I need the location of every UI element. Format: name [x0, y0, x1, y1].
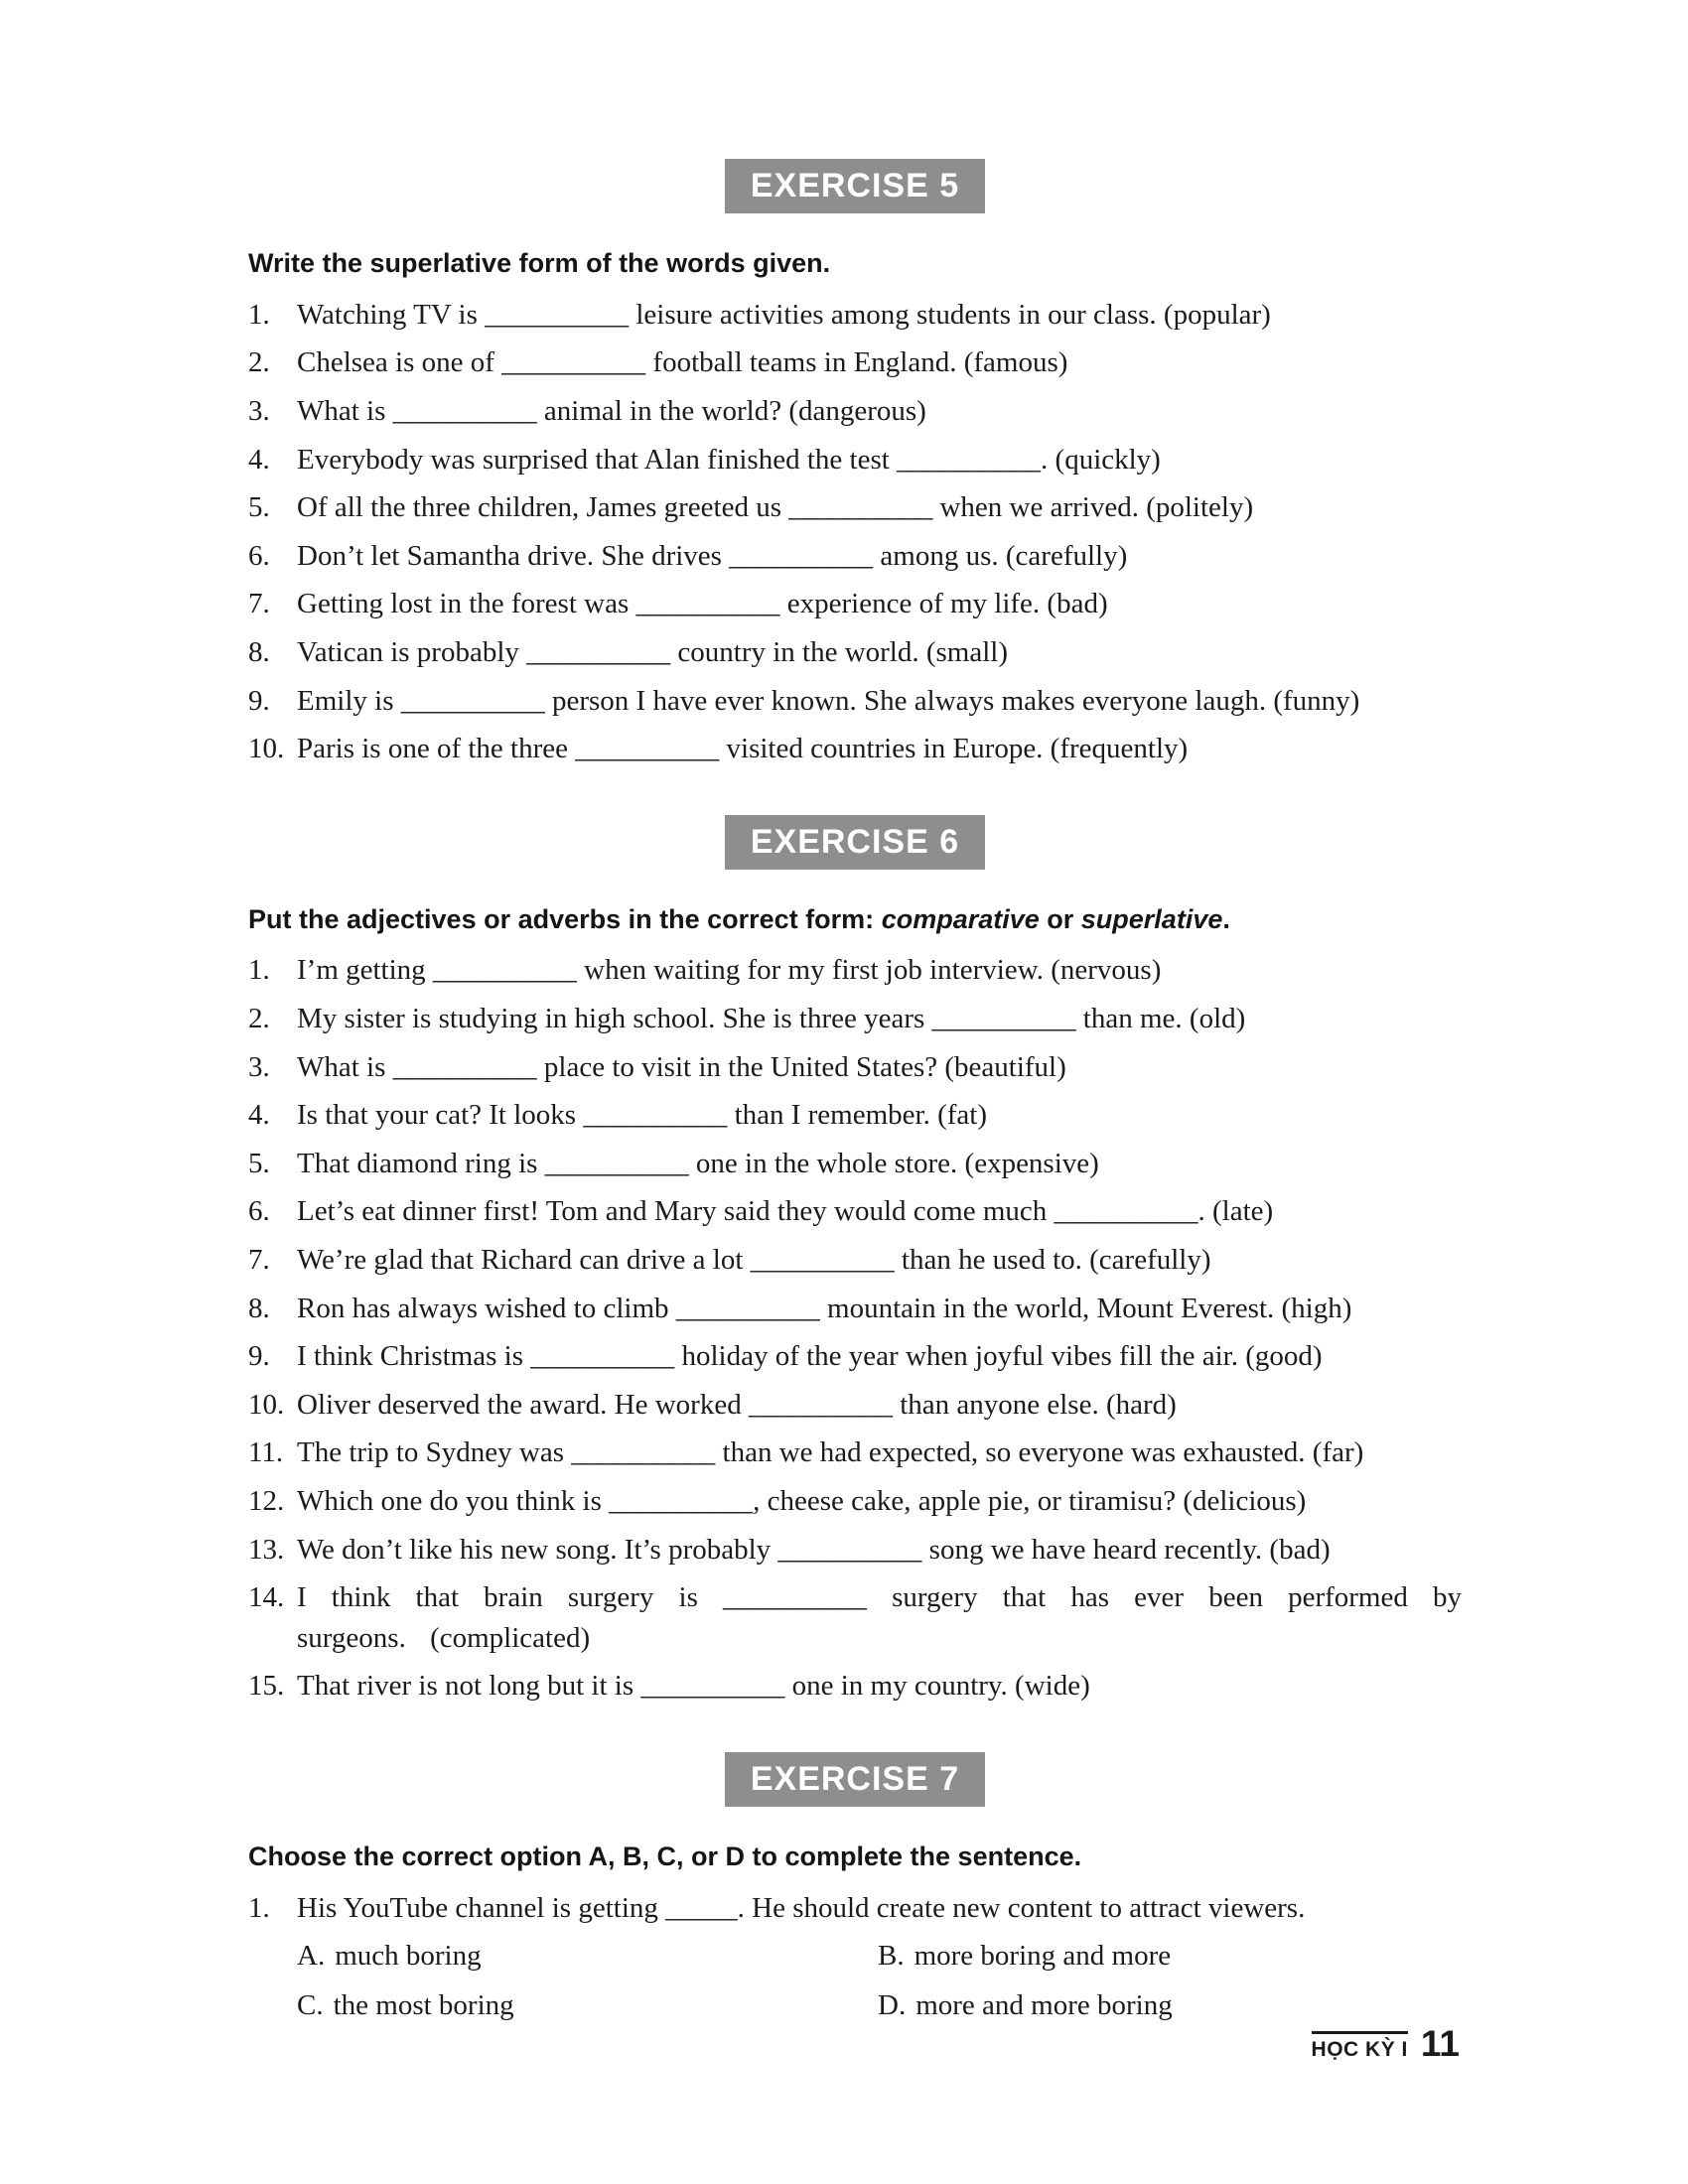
instruction-italic-comparative: comparative: [881, 903, 1040, 934]
list-item: [248, 950, 1462, 991]
item-text: That diamond ring is __________ one in the whole store. (expensive): [297, 1147, 1099, 1179]
item-number: 11.: [248, 1436, 284, 1469]
list-item: [248, 1433, 1462, 1473]
item-text: What is __________ place to visit in the United States? (beautiful): [297, 1050, 1066, 1083]
item-number: 4.: [248, 443, 270, 476]
item-text: Don’t let Samantha drive. She drives __________ among us. (carefully): [297, 539, 1128, 572]
item-text: Ron has always wished to climb __________ mountain in the world, Mount Everest. (high): [297, 1292, 1352, 1324]
exercise-7-title: EXERCISE 7: [725, 1752, 985, 1807]
exercise-5-section: [248, 159, 1462, 769]
list-item: [248, 1240, 1462, 1281]
exercise-5-instruction: Write the superlative form of the words given.: [248, 248, 831, 278]
list-item: [248, 391, 1462, 432]
item-number: 3.: [248, 394, 270, 427]
item-text: That river is not long but it is __________ one in my country. (wide): [297, 1670, 1090, 1703]
exercise-7-items: [248, 1888, 1462, 2026]
semester-label: HỌC KỲ I: [1312, 2031, 1408, 2062]
list-item: [248, 1289, 1462, 1329]
item-number: 9.: [248, 1340, 270, 1373]
exercise-7-instruction: Choose the correct option A, B, C, or D to complete the sentence.: [248, 1841, 1082, 1871]
list-item: [248, 999, 1462, 1039]
item-number: 9.: [248, 684, 270, 717]
item-number: 1.: [248, 298, 270, 331]
item-text: We’re glad that Richard can drive a lot __________ than he used to. (carefully): [297, 1244, 1211, 1276]
item-text: The trip to Sydney was __________ than we had expected, so everyone was exhausted. (far): [297, 1436, 1364, 1469]
list-item: [248, 1530, 1462, 1570]
exercise-6-header: [248, 815, 1462, 870]
item-number: 2.: [248, 1003, 270, 1035]
item-number: 13.: [248, 1533, 285, 1566]
list-item: [248, 1191, 1462, 1232]
page-footer: [1312, 2023, 1460, 2065]
item-text: Chelsea is one of __________ football teams in England. (famous): [297, 346, 1068, 379]
item-number: 12.: [248, 1484, 285, 1517]
exercise-6-title: EXERCISE 6: [725, 815, 985, 870]
item-text: Emily is __________ person I have ever known. She always makes everyone laugh. (funny): [297, 684, 1360, 717]
list-item: [248, 1888, 1462, 1929]
item-number: 8.: [248, 635, 270, 668]
item-number: 5.: [248, 491, 270, 524]
list-item: [248, 440, 1462, 480]
item-number: 1.: [248, 954, 270, 987]
item-text: Is that your cat? It looks __________ than I remember. (fat): [297, 1099, 987, 1132]
list-item: [248, 536, 1462, 577]
item-number: 8.: [248, 1292, 270, 1324]
item-text: Everybody was surprised that Alan finished the test __________. (quickly): [297, 443, 1161, 476]
item-text: His YouTube channel is getting _____. He should create new content to attract viewers.: [297, 1891, 1306, 1924]
instruction-text: .: [1222, 903, 1230, 934]
item-number: 2.: [248, 346, 270, 379]
exercise-6-instruction: [248, 903, 1462, 937]
item-text: I think that brain surgery is __________ surgery that has ever been performed by surgeons. (complicated): [297, 1581, 1462, 1654]
option-b: [878, 1936, 1462, 1977]
option-text: more and more boring: [915, 1988, 1173, 2021]
item-number: 6.: [248, 539, 270, 572]
item-number: 14.: [248, 1581, 285, 1614]
list-item: [248, 632, 1462, 673]
list-item: [248, 1666, 1462, 1706]
item-text: Getting lost in the forest was __________ experience of my life. (bad): [297, 588, 1108, 620]
item-number: 7.: [248, 1244, 270, 1276]
list-item: [248, 1047, 1462, 1088]
item-number: 10.: [248, 733, 285, 765]
exercise-6-section: [248, 815, 1462, 1706]
option-a: [297, 1936, 878, 1977]
list-item: [248, 1095, 1462, 1136]
option-text: more boring and more: [914, 1940, 1172, 1973]
exercise-7-header: [248, 1752, 1462, 1807]
item-text: Let’s eat dinner first! Tom and Mary said they would come much __________. (late): [297, 1195, 1274, 1228]
option-letter: D.: [878, 1988, 907, 2021]
item-number: 3.: [248, 1050, 270, 1083]
options-grid: [248, 1936, 1462, 2025]
item-number: 5.: [248, 1147, 270, 1179]
exercise-6-items: [248, 950, 1462, 1706]
instruction-text: or: [1039, 903, 1081, 934]
option-letter: B.: [878, 1940, 905, 1973]
item-number: 15.: [248, 1670, 285, 1703]
item-text: Vatican is probably __________ country in the world. (small): [297, 635, 1009, 668]
list-item: [248, 729, 1462, 769]
list-item: [248, 681, 1462, 722]
list-item: [248, 342, 1462, 383]
exercise-5-items: [248, 295, 1462, 769]
list-item: [248, 1577, 1462, 1658]
exercise-7-section: [248, 1752, 1462, 2026]
list-item: [248, 584, 1462, 624]
page-number: 11: [1420, 2023, 1460, 2064]
instruction-italic-superlative: superlative: [1080, 903, 1223, 934]
item-text: What is __________ animal in the world? (dangerous): [297, 394, 926, 427]
item-number: 6.: [248, 1195, 270, 1228]
item-text: Watching TV is __________ leisure activities among students in our class. (popular): [297, 298, 1271, 331]
item-text: Oliver deserved the award. He worked __________ than anyone else. (hard): [297, 1388, 1177, 1421]
option-text: the most boring: [333, 1988, 514, 2021]
list-item: [248, 1481, 1462, 1522]
option-text: much boring: [335, 1940, 482, 1973]
list-item: [248, 295, 1462, 336]
option-c: [297, 1985, 878, 2026]
exercise-5-header: [248, 159, 1462, 213]
item-text: Of all the three children, James greeted us __________ when we arrived. (politely): [297, 491, 1254, 524]
item-text: I’m getting __________ when waiting for my first job interview. (nervous): [297, 954, 1162, 987]
list-item: [248, 1385, 1462, 1426]
item-number: 10.: [248, 1388, 285, 1421]
option-letter: C.: [297, 1988, 324, 2021]
item-text: Which one do you think is __________, cheese cake, apple pie, or tiramisu? (delicious): [297, 1484, 1307, 1517]
list-item: [248, 487, 1462, 528]
item-number: 4.: [248, 1099, 270, 1132]
item-number: 7.: [248, 588, 270, 620]
item-number: 1.: [248, 1891, 270, 1924]
exercise-5-title: EXERCISE 5: [725, 159, 985, 213]
page-content: [248, 159, 1462, 2025]
option-d: [878, 1985, 1462, 2026]
list-item: [248, 1144, 1462, 1184]
item-text: My sister is studying in high school. She is three years __________ than me. (old): [297, 1003, 1246, 1035]
item-text: We don’t like his new song. It’s probably __________ song we have heard recently. (bad): [297, 1533, 1331, 1566]
list-item: [248, 1336, 1462, 1377]
item-text: I think Christmas is __________ holiday of the year when joyful vibes fill the air. (good): [297, 1340, 1323, 1373]
instruction-text: Put the adjectives or adverbs in the correct form:: [248, 903, 882, 934]
option-letter: A.: [297, 1940, 326, 1973]
item-text: Paris is one of the three __________ visited countries in Europe. (frequently): [297, 733, 1189, 765]
